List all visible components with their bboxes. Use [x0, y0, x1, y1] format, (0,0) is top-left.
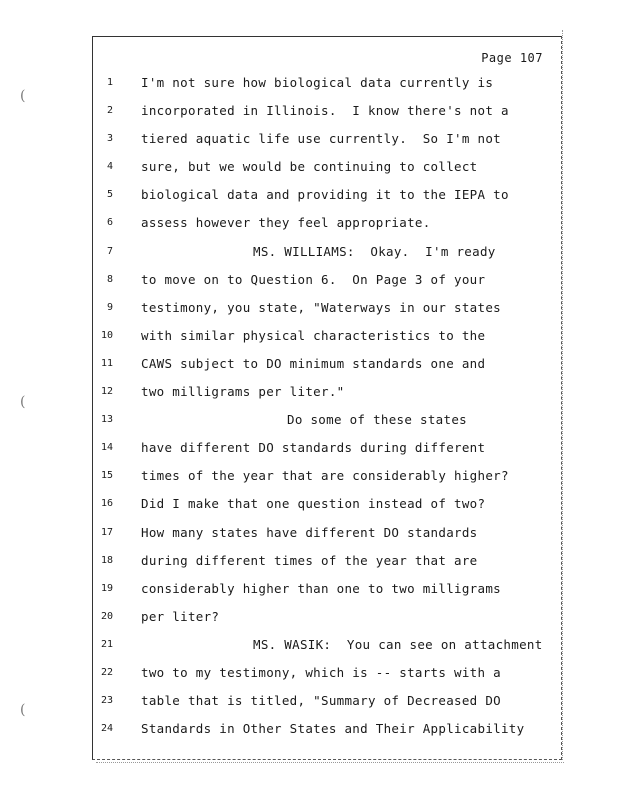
line-number: 15 — [100, 470, 113, 482]
line-number: 18 — [100, 554, 113, 566]
line-number: 11 — [100, 357, 113, 369]
transcript-line — [93, 322, 561, 350]
line-number: 4 — [106, 161, 113, 173]
line-text: testimony, you state, "Waterways in our states — [141, 299, 501, 315]
line-text: assess however they feel appropriate. — [141, 215, 431, 231]
transcript-line — [93, 519, 561, 547]
transcript-line — [93, 547, 561, 575]
line-number: 6 — [106, 217, 113, 229]
binder-hole-mark: ( — [20, 88, 26, 104]
binder-hole-mark: ( — [20, 394, 26, 410]
transcript-line — [93, 294, 561, 322]
line-number: 12 — [100, 386, 113, 398]
line-text: incorporated in Illinois. I know there's not a — [141, 103, 509, 119]
transcript-page — [92, 36, 562, 760]
line-number: 7 — [106, 245, 113, 257]
line-text: Did I make that one question instead of two? — [141, 496, 486, 512]
binder-hole-mark: ( — [20, 702, 26, 718]
line-text: per liter? — [141, 608, 220, 624]
transcript-line — [93, 490, 561, 518]
line-number: 13 — [100, 414, 113, 426]
line-text: have different DO standards during different — [141, 440, 486, 456]
line-number: 16 — [100, 498, 113, 510]
line-number: 9 — [106, 301, 113, 313]
line-text: sure, but we would be continuing to collect — [141, 159, 478, 175]
line-text: biological data and providing it to the IEPA to — [141, 187, 509, 203]
line-text: Standards in Other States and Their Applicability — [141, 721, 525, 737]
page-edge-bottom — [96, 762, 564, 765]
line-number: 21 — [100, 638, 113, 650]
transcript-line — [93, 687, 561, 715]
transcript-line — [93, 125, 561, 153]
transcript-line — [93, 575, 561, 603]
line-text: I'm not sure how biological data currently is — [141, 75, 494, 90]
line-text: MS. WASIK: You can see on attachment — [253, 636, 543, 652]
line-text: table that is titled, "Summary of Decreased DO — [141, 693, 501, 709]
transcript-line — [93, 603, 561, 631]
transcript-line — [93, 406, 561, 434]
line-number: 22 — [100, 666, 113, 678]
transcript-lines — [93, 69, 561, 743]
line-text: two to my testimony, which is -- starts with a — [141, 664, 501, 680]
line-number: 1 — [106, 77, 113, 88]
line-text: MS. WILLIAMS: Okay. I'm ready — [253, 243, 496, 259]
line-text: with similar physical characteristics to the — [141, 327, 486, 343]
line-number: 10 — [100, 329, 113, 341]
transcript-line — [93, 153, 561, 181]
line-text: considerably higher than one to two milligrams — [141, 580, 501, 596]
transcript-line — [93, 350, 561, 378]
transcript-line — [93, 715, 561, 743]
transcript-line — [93, 266, 561, 294]
line-number: 5 — [106, 189, 113, 201]
line-text: How many states have different DO standards — [141, 524, 478, 540]
transcript-line — [93, 378, 561, 406]
transcript-line — [93, 97, 561, 125]
line-text: two milligrams per liter." — [141, 384, 345, 400]
transcript-line — [93, 69, 561, 97]
transcript-line — [93, 181, 561, 209]
transcript-line — [93, 631, 561, 659]
line-number: 14 — [100, 442, 113, 454]
transcript-line — [93, 462, 561, 490]
line-text: tiered aquatic life use currently. So I'm not — [141, 131, 501, 147]
line-text: during different times of the year that are — [141, 552, 478, 568]
line-number: 17 — [100, 526, 113, 538]
transcript-line — [93, 238, 561, 266]
transcript-line — [93, 434, 561, 462]
line-number: 20 — [100, 610, 113, 622]
transcript-line — [93, 209, 561, 237]
page-edge-right — [562, 30, 566, 760]
line-text: to move on to Question 6. On Page 3 of your — [141, 271, 486, 287]
line-text: Do some of these states — [287, 412, 467, 428]
page-number: Page 107 — [481, 51, 543, 65]
line-number: 8 — [106, 273, 113, 285]
transcript-line — [93, 659, 561, 687]
line-number: 19 — [100, 582, 113, 594]
line-text: CAWS subject to DO minimum standards one and — [141, 355, 486, 371]
line-number: 2 — [106, 105, 113, 117]
line-text: times of the year that are considerably higher? — [141, 468, 509, 484]
line-number: 23 — [100, 695, 113, 707]
line-number: 3 — [106, 133, 113, 145]
line-number: 24 — [100, 723, 113, 735]
